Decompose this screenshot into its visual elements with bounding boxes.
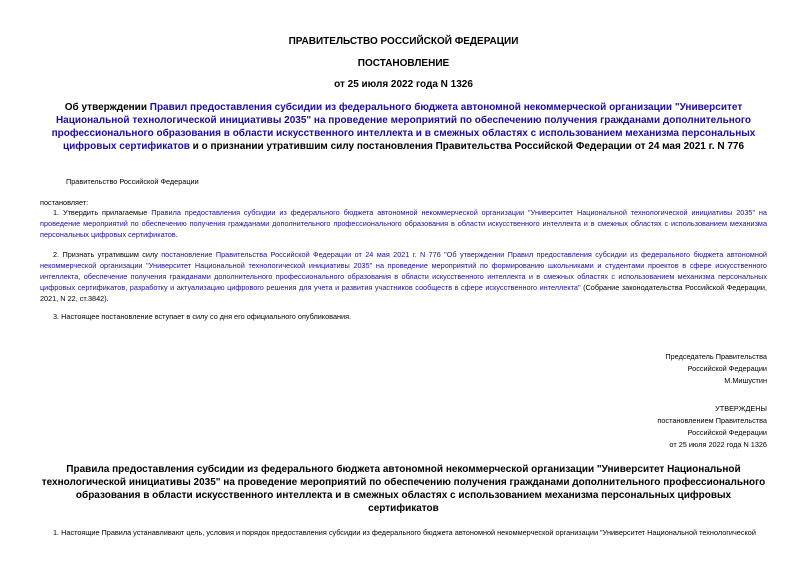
government-heading: ПРАВИТЕЛЬСТВО РОССИЙСКОЙ ФЕДЕРАЦИИ <box>288 36 519 47</box>
approval-by: постановлением Правительства <box>657 416 767 425</box>
paragraph-3: 3. Настоящее постановление вступает в силу со дня его официального опубликования. <box>53 312 352 321</box>
paragraph-2-prefix: 2. Признать утратившим силу <box>53 250 162 259</box>
paragraph-1-prefix: 1. Утвердить прилагаемые <box>53 208 152 217</box>
signature-block <box>665 351 767 387</box>
paragraph-1-suffix: . <box>175 230 178 239</box>
rules-title: Правила предоставления субсидии из федерального бюджета автономной некоммерческой организации "Университет Национальной технологической инициативы 2035" на проведение мероприятий по обеспечению получения гражданами дополнительного профессионального образования в области искусственного интеллекта и в смежных областях с использованием механизма персональных цифровых сертификатов <box>41 464 766 514</box>
document-title <box>40 101 767 153</box>
resolves-line: постановляет: <box>40 198 89 207</box>
signature-name: М.Мишустин <box>724 376 767 385</box>
title-suffix: и о признании утратившим силу постановления Правительства Российской Федерации от 24 мая 2021 г. N 776 <box>189 141 745 152</box>
title-prefix: Об утверждении <box>64 102 150 113</box>
signature-title: Председатель Правительства <box>665 352 767 361</box>
document-type-heading: ПОСТАНОВЛЕНИЕ <box>357 58 450 69</box>
signature-country: Российской Федерации <box>687 364 767 373</box>
paragraph-1 <box>40 207 767 240</box>
document-date: от 25 июля 2022 года N 1326 <box>334 79 473 90</box>
paragraph-2-suffix: (Собрание законодательства Российской Федерации, 2021, N 22, ст.3842). <box>40 283 767 303</box>
approval-date: от 25 июля 2022 года N 1326 <box>669 440 767 449</box>
rules-paragraph-1: 1. Настоящие Правила устанавливают цель, условия и порядок предоставления субсидии из федерального бюджета автономной некоммерческой организации "Университет Национальной технологической <box>53 528 756 537</box>
government-line: Правительство Российской Федерации <box>66 177 199 186</box>
paragraph-1-link[interactable]: Правила предоставления субсидии из федерального бюджета автономной некоммерческой организации "Университет Национальной технологической инициативы 2035" на проведение мероприятий по обеспечению получения гражданами дополнительного профессионального образования в области искусственного интеллекта и в смежных областях с использованием механизма персональных цифровых сертификатов <box>40 208 767 239</box>
rules-link[interactable]: Правил предоставления субсидии из федерального бюджета автономной некоммерческой организации "Университет Национальной технологической инициативы 2035" на проведение мероприятий по обеспечению получения гражданами дополнительного профессионального образования в области искусственного интеллекта и в смежных областях с использованием механизма персональных цифровых сертификатов <box>51 102 756 152</box>
paragraph-2-link[interactable]: постановление Правительства Российской Федерации от 24 мая 2021 г. N 776 "Об утверждении Правил предоставления субсидии из федерального бюджета автономной некоммерческой организации "Университет Национальной технологической инициативы 2035" на проведение мероприятий по формированию школьниками и студентами проектов в сфере искусственного интеллекта, обеспечение получения гражданами дополнительного профессионального образования в области искусственного интеллекта и в смежных областях с использованием механизма персональных цифровых сертификатов, разработку и актуализацию цифрового решения для учета и развития участников сообществ в сфере искусственного интеллекта" <box>40 250 767 292</box>
paragraph-2 <box>40 249 767 304</box>
approval-block <box>657 403 767 451</box>
approval-heading: УТВЕРЖДЕНЫ <box>715 404 767 413</box>
approval-country: Российской Федерации <box>687 428 767 437</box>
